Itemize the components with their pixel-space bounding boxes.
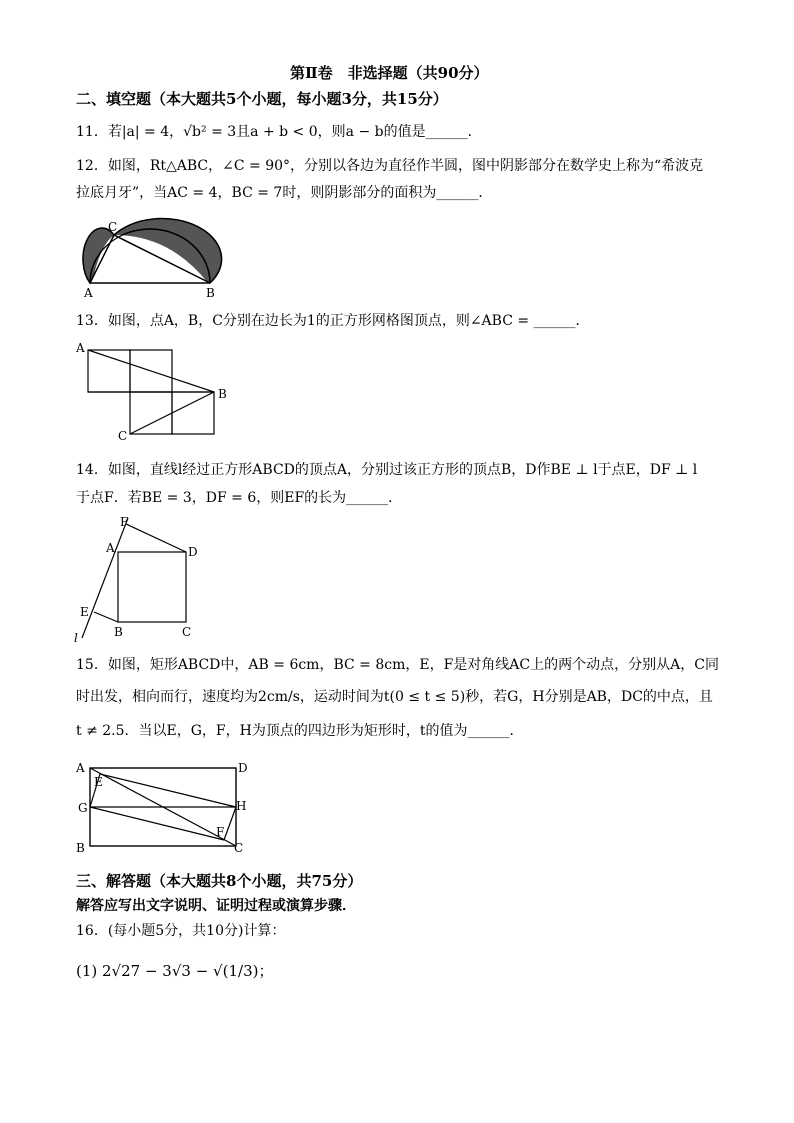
fig14-label-e: E bbox=[80, 605, 89, 619]
figure-13-grid bbox=[72, 338, 242, 446]
fig15-label-g: G bbox=[78, 801, 88, 815]
fig14-label-b: B bbox=[114, 625, 123, 639]
fig13-label-a: A bbox=[76, 341, 85, 355]
fig15-label-e: E bbox=[94, 775, 103, 789]
fig15-label-h: H bbox=[236, 799, 247, 813]
fig12-label-b: B bbox=[206, 286, 215, 300]
fig12-label-c: C bbox=[108, 220, 118, 234]
question-15-line1: 15．如图，矩形ABCD中，AB = 6cm，BC = 8cm，E，F是对角线AC上的两个动点，分别从A，C同 bbox=[76, 657, 719, 673]
fig14-label-f: F bbox=[120, 515, 129, 529]
question-16: 16．(每小题5分，共10分)计算： bbox=[76, 923, 286, 939]
figure-14-square bbox=[74, 512, 214, 642]
figure-15-rectangle bbox=[74, 756, 250, 856]
fig15-label-c: C bbox=[234, 841, 244, 855]
fig14-label-a: A bbox=[106, 541, 115, 555]
question-16-part-1: (1) 2√27 − 3√3 − √(1/3)； bbox=[76, 962, 274, 980]
section-answer-heading: 三、解答题（本大题共8个小题，共75分） bbox=[76, 872, 363, 890]
fig12-label-a: A bbox=[84, 286, 93, 300]
fig13-label-b: B bbox=[218, 387, 227, 401]
fig13-label-c: C bbox=[118, 429, 128, 443]
fig15-label-b: B bbox=[76, 841, 85, 855]
section-answer-note: 解答应写出文字说明、证明过程或演算步骤． bbox=[76, 898, 356, 914]
fig15-label-d: D bbox=[238, 761, 248, 775]
fig14-label-c: C bbox=[182, 625, 192, 639]
question-14-line1: 14．如图，直线l经过正方形ABCD的顶点A，分别过该正方形的顶点B，D作BE ⊥ l于点E，DF ⊥ l bbox=[76, 462, 698, 478]
question-11: 11．若|a| = 4，√b² = 3且a + b < 0，则a − b的值是______． bbox=[76, 124, 482, 140]
figure-12-lune bbox=[70, 205, 230, 300]
section-fill-blank-heading: 二、填空题（本大题共5个小题，每小题3分，共15分） bbox=[76, 90, 448, 108]
question-15-line3: t ≠ 2.5．当以E，G，F，H为顶点的四边形为矩形时，t的值为______． bbox=[76, 723, 524, 739]
question-12-line2: 拉底月牙”，当AC = 4，BC = 7时，则阴影部分的面积为______． bbox=[76, 185, 493, 201]
fig15-label-f: F bbox=[216, 825, 225, 839]
fig14-label-d: D bbox=[188, 545, 198, 559]
question-14-line2: 于点F．若BE = 3，DF = 6，则EF的长为______． bbox=[76, 490, 403, 506]
question-12-line1: 12．如图，Rt△ABC，∠C = 90°，分别以各边为直径作半圆，图中阴影部分在数学史上称为“希波克 bbox=[76, 158, 704, 174]
part-title: 第Ⅱ卷 非选择题（共90分） bbox=[290, 64, 489, 82]
question-13: 13．如图，点A，B，C分别在边长为1的正方形网格图顶点，则∠ABC = ______． bbox=[76, 313, 590, 329]
question-15-line2: 时出发，相向而行，速度均为2cm/s，运动时间为t(0 ≤ t ≤ 5)秒，若G，H分别是AB，DC的中点，且 bbox=[76, 689, 713, 705]
fig15-label-a: A bbox=[76, 761, 85, 775]
fig14-label-l: l bbox=[74, 631, 78, 642]
